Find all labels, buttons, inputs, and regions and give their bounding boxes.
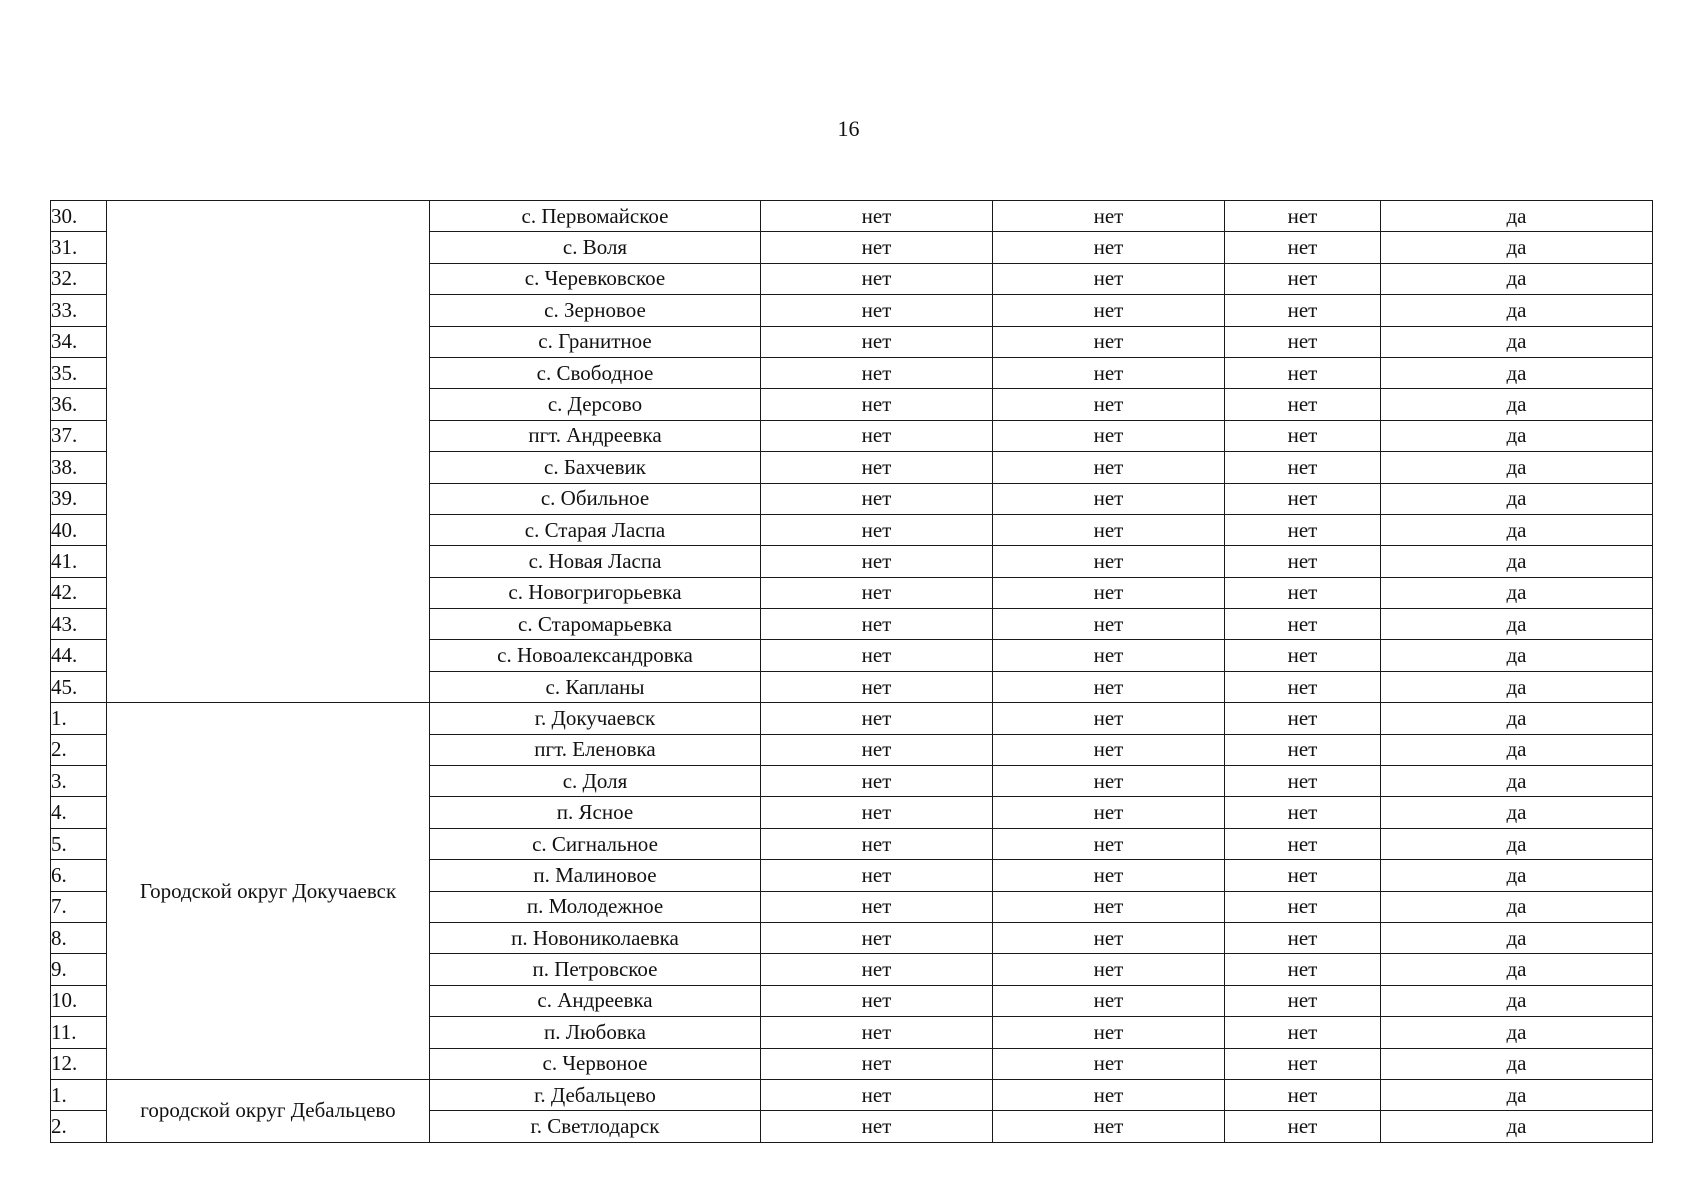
value-cell-v3: нет	[1225, 922, 1381, 953]
district-cell	[107, 201, 430, 703]
value-cell-v2: нет	[993, 295, 1225, 326]
value-cell-v3: нет	[1225, 954, 1381, 985]
value-cell-v4: да	[1381, 671, 1653, 702]
settlement-cell: п. Петровское	[430, 954, 761, 985]
value-cell-v3: нет	[1225, 766, 1381, 797]
value-cell-v3: нет	[1225, 609, 1381, 640]
value-cell-v2: нет	[993, 766, 1225, 797]
value-cell-v4: да	[1381, 483, 1653, 514]
settlement-cell: п. Молодежное	[430, 891, 761, 922]
row-number: 45.	[51, 671, 107, 702]
settlement-cell: с. Доля	[430, 766, 761, 797]
value-cell-v3: нет	[1225, 389, 1381, 420]
value-cell-v1: нет	[761, 483, 993, 514]
value-cell-v2: нет	[993, 546, 1225, 577]
value-cell-v2: нет	[993, 1079, 1225, 1110]
row-number: 38.	[51, 452, 107, 483]
value-cell-v4: да	[1381, 985, 1653, 1016]
value-cell-v1: нет	[761, 954, 993, 985]
value-cell-v3: нет	[1225, 640, 1381, 671]
value-cell-v3: нет	[1225, 420, 1381, 451]
value-cell-v1: нет	[761, 985, 993, 1016]
value-cell-v2: нет	[993, 1048, 1225, 1079]
value-cell-v1: нет	[761, 797, 993, 828]
value-cell-v4: да	[1381, 452, 1653, 483]
value-cell-v3: нет	[1225, 577, 1381, 608]
row-number: 36.	[51, 389, 107, 420]
row-number: 9.	[51, 954, 107, 985]
value-cell-v1: нет	[761, 263, 993, 294]
district-cell: Городской округ Докучаевск	[107, 703, 430, 1080]
settlement-cell: с. Новоалександровка	[430, 640, 761, 671]
value-cell-v3: нет	[1225, 1111, 1381, 1142]
row-number: 31.	[51, 232, 107, 263]
page-number: 16	[837, 116, 860, 141]
value-cell-v2: нет	[993, 797, 1225, 828]
value-cell-v3: нет	[1225, 860, 1381, 891]
value-cell-v1: нет	[761, 734, 993, 765]
row-number: 30.	[51, 201, 107, 232]
value-cell-v3: нет	[1225, 452, 1381, 483]
row-number: 43.	[51, 609, 107, 640]
value-cell-v4: да	[1381, 922, 1653, 953]
settlement-cell: с. Новая Ласпа	[430, 546, 761, 577]
value-cell-v1: нет	[761, 1017, 993, 1048]
row-number: 39.	[51, 483, 107, 514]
value-cell-v1: нет	[761, 295, 993, 326]
value-cell-v2: нет	[993, 452, 1225, 483]
row-number: 2.	[51, 1111, 107, 1142]
value-cell-v1: нет	[761, 577, 993, 608]
value-cell-v3: нет	[1225, 201, 1381, 232]
settlement-cell: с. Свободное	[430, 357, 761, 388]
value-cell-v3: нет	[1225, 828, 1381, 859]
value-cell-v1: нет	[761, 389, 993, 420]
value-cell-v1: нет	[761, 703, 993, 734]
row-number: 37.	[51, 420, 107, 451]
value-cell-v1: нет	[761, 860, 993, 891]
value-cell-v3: нет	[1225, 326, 1381, 357]
value-cell-v3: нет	[1225, 891, 1381, 922]
row-number: 33.	[51, 295, 107, 326]
value-cell-v1: нет	[761, 546, 993, 577]
value-cell-v3: нет	[1225, 1017, 1381, 1048]
value-cell-v2: нет	[993, 609, 1225, 640]
value-cell-v2: нет	[993, 828, 1225, 859]
value-cell-v2: нет	[993, 985, 1225, 1016]
value-cell-v2: нет	[993, 671, 1225, 702]
row-number: 7.	[51, 891, 107, 922]
settlement-cell: с. Обильное	[430, 483, 761, 514]
value-cell-v4: да	[1381, 389, 1653, 420]
row-number: 12.	[51, 1048, 107, 1079]
value-cell-v2: нет	[993, 357, 1225, 388]
value-cell-v4: да	[1381, 577, 1653, 608]
settlement-cell: с. Червоное	[430, 1048, 761, 1079]
value-cell-v1: нет	[761, 671, 993, 702]
settlement-cell: г. Дебальцево	[430, 1079, 761, 1110]
value-cell-v2: нет	[993, 389, 1225, 420]
value-cell-v2: нет	[993, 483, 1225, 514]
settlement-cell: с. Дерсово	[430, 389, 761, 420]
value-cell-v4: да	[1381, 828, 1653, 859]
value-cell-v1: нет	[761, 891, 993, 922]
value-cell-v1: нет	[761, 357, 993, 388]
value-cell-v4: да	[1381, 640, 1653, 671]
value-cell-v4: да	[1381, 797, 1653, 828]
row-number: 11.	[51, 1017, 107, 1048]
row-number: 10.	[51, 985, 107, 1016]
settlement-cell: с. Капланы	[430, 671, 761, 702]
value-cell-v4: да	[1381, 357, 1653, 388]
value-cell-v4: да	[1381, 232, 1653, 263]
value-cell-v4: да	[1381, 954, 1653, 985]
value-cell-v4: да	[1381, 420, 1653, 451]
value-cell-v2: нет	[993, 201, 1225, 232]
value-cell-v4: да	[1381, 326, 1653, 357]
value-cell-v4: да	[1381, 734, 1653, 765]
row-number: 34.	[51, 326, 107, 357]
settlement-cell: с. Сигнальное	[430, 828, 761, 859]
value-cell-v4: да	[1381, 1048, 1653, 1079]
table-row	[51, 1079, 1653, 1110]
value-cell-v3: нет	[1225, 797, 1381, 828]
row-number: 3.	[51, 766, 107, 797]
settlement-cell: п. Малиновое	[430, 860, 761, 891]
row-number: 1.	[51, 703, 107, 734]
value-cell-v1: нет	[761, 326, 993, 357]
value-cell-v4: да	[1381, 609, 1653, 640]
value-cell-v2: нет	[993, 891, 1225, 922]
value-cell-v2: нет	[993, 703, 1225, 734]
value-cell-v2: нет	[993, 954, 1225, 985]
value-cell-v1: нет	[761, 922, 993, 953]
value-cell-v1: нет	[761, 1048, 993, 1079]
value-cell-v4: да	[1381, 514, 1653, 545]
value-cell-v1: нет	[761, 640, 993, 671]
value-cell-v2: нет	[993, 263, 1225, 294]
value-cell-v4: да	[1381, 546, 1653, 577]
settlement-cell: с. Черевковское	[430, 263, 761, 294]
value-cell-v4: да	[1381, 1017, 1653, 1048]
row-number: 32.	[51, 263, 107, 294]
row-number: 2.	[51, 734, 107, 765]
settlement-cell: с. Первомайское	[430, 201, 761, 232]
value-cell-v4: да	[1381, 766, 1653, 797]
district-cell: городской округ Дебальцево	[107, 1079, 430, 1142]
settlement-cell: с. Бахчевик	[430, 452, 761, 483]
value-cell-v2: нет	[993, 326, 1225, 357]
value-cell-v2: нет	[993, 1111, 1225, 1142]
value-cell-v3: нет	[1225, 985, 1381, 1016]
row-number: 42.	[51, 577, 107, 608]
settlement-cell: г. Докучаевск	[430, 703, 761, 734]
value-cell-v3: нет	[1225, 1079, 1381, 1110]
value-cell-v4: да	[1381, 1079, 1653, 1110]
value-cell-v1: нет	[761, 452, 993, 483]
settlements-table	[50, 200, 1653, 1143]
value-cell-v2: нет	[993, 640, 1225, 671]
value-cell-v3: нет	[1225, 295, 1381, 326]
row-number: 1.	[51, 1079, 107, 1110]
row-number: 5.	[51, 828, 107, 859]
value-cell-v2: нет	[993, 577, 1225, 608]
row-number: 6.	[51, 860, 107, 891]
value-cell-v3: нет	[1225, 232, 1381, 263]
settlement-cell: п. Ясное	[430, 797, 761, 828]
value-cell-v1: нет	[761, 420, 993, 451]
value-cell-v1: нет	[761, 1111, 993, 1142]
value-cell-v3: нет	[1225, 263, 1381, 294]
row-number: 40.	[51, 514, 107, 545]
value-cell-v4: да	[1381, 860, 1653, 891]
value-cell-v4: да	[1381, 703, 1653, 734]
value-cell-v3: нет	[1225, 514, 1381, 545]
table-row	[51, 703, 1653, 734]
value-cell-v1: нет	[761, 609, 993, 640]
value-cell-v4: да	[1381, 295, 1653, 326]
value-cell-v2: нет	[993, 232, 1225, 263]
settlement-cell: пгт. Андреевка	[430, 420, 761, 451]
value-cell-v2: нет	[993, 734, 1225, 765]
value-cell-v2: нет	[993, 1017, 1225, 1048]
row-number: 35.	[51, 357, 107, 388]
value-cell-v3: нет	[1225, 483, 1381, 514]
settlement-cell: с. Андреевка	[430, 985, 761, 1016]
settlement-cell: с. Гранитное	[430, 326, 761, 357]
settlement-cell: с. Старая Ласпа	[430, 514, 761, 545]
settlement-cell: п. Любовка	[430, 1017, 761, 1048]
row-number: 8.	[51, 922, 107, 953]
table-body	[51, 201, 1653, 1143]
value-cell-v2: нет	[993, 514, 1225, 545]
table-row	[51, 201, 1653, 232]
value-cell-v1: нет	[761, 1079, 993, 1110]
value-cell-v1: нет	[761, 514, 993, 545]
settlement-cell: п. Новониколаевка	[430, 922, 761, 953]
value-cell-v3: нет	[1225, 546, 1381, 577]
value-cell-v2: нет	[993, 922, 1225, 953]
row-number: 41.	[51, 546, 107, 577]
settlement-cell: с. Новогригорьевка	[430, 577, 761, 608]
settlement-cell: с. Зерновое	[430, 295, 761, 326]
value-cell-v4: да	[1381, 1111, 1653, 1142]
value-cell-v4: да	[1381, 263, 1653, 294]
value-cell-v1: нет	[761, 232, 993, 263]
row-number: 4.	[51, 797, 107, 828]
row-number: 44.	[51, 640, 107, 671]
value-cell-v2: нет	[993, 420, 1225, 451]
settlement-cell: г. Светлодарск	[430, 1111, 761, 1142]
value-cell-v1: нет	[761, 201, 993, 232]
value-cell-v4: да	[1381, 201, 1653, 232]
value-cell-v3: нет	[1225, 671, 1381, 702]
value-cell-v2: нет	[993, 860, 1225, 891]
settlement-cell: пгт. Еленовка	[430, 734, 761, 765]
value-cell-v1: нет	[761, 828, 993, 859]
value-cell-v1: нет	[761, 766, 993, 797]
value-cell-v3: нет	[1225, 1048, 1381, 1079]
value-cell-v3: нет	[1225, 734, 1381, 765]
value-cell-v4: да	[1381, 891, 1653, 922]
settlement-cell: с. Старомарьевка	[430, 609, 761, 640]
settlement-cell: с. Воля	[430, 232, 761, 263]
value-cell-v3: нет	[1225, 357, 1381, 388]
value-cell-v3: нет	[1225, 703, 1381, 734]
